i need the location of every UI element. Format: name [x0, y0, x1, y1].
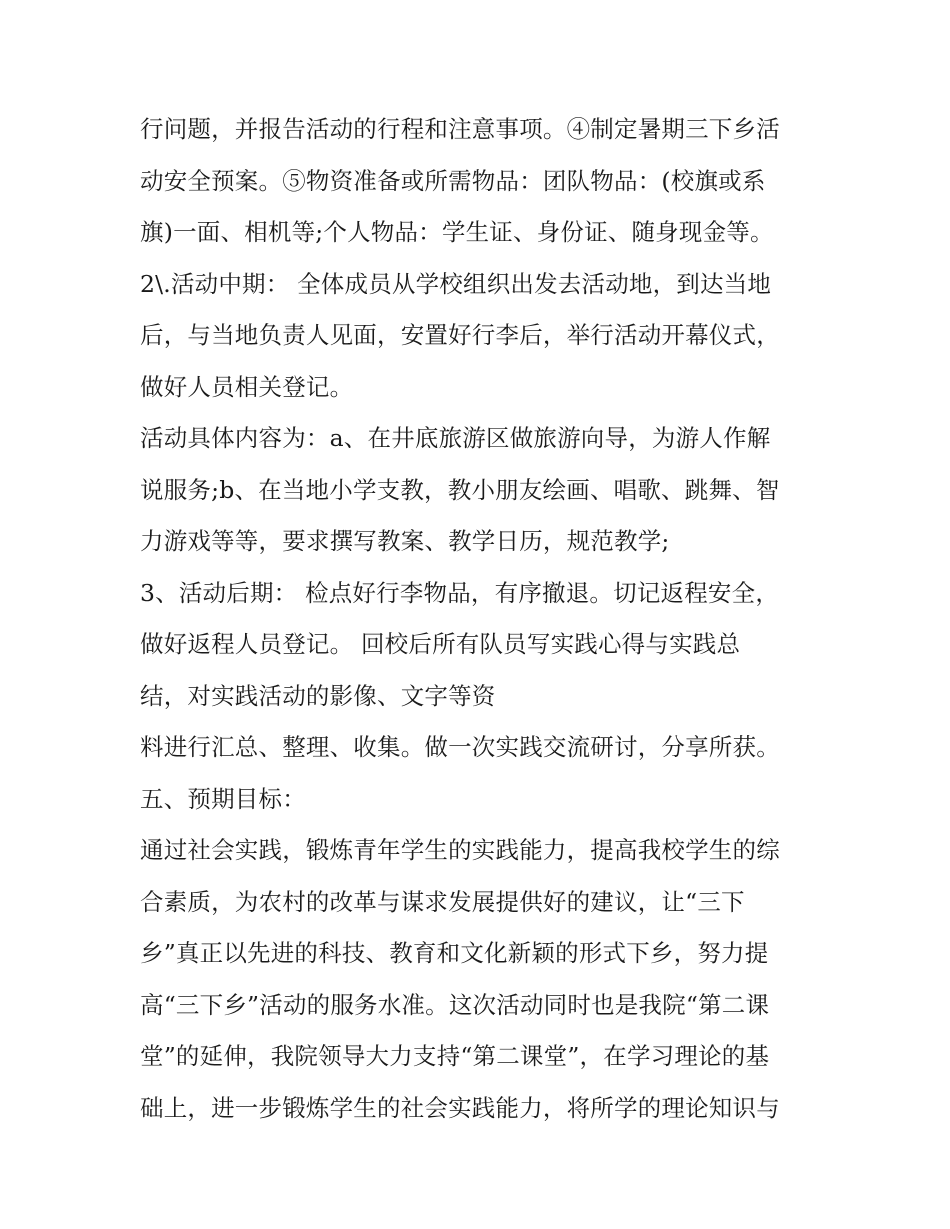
text-line: 做好返程人员登记。 回校后所有队员写实践心得与实践总 — [140, 630, 741, 658]
text-line: 通过社会实践，锻炼青年学生的实践能力，提高我校学生的综 — [140, 836, 780, 864]
text-line: 行问题，并报告活动的行程和注意事项。④制定暑期三下乡活 — [140, 115, 780, 143]
text-line: 说服务;b、在当地小学支教，教小朋友绘画、唱歌、跳舞、智 — [140, 475, 780, 504]
document-body — [140, 104, 840, 1134]
text-line: 做好人员相关登记。 — [140, 372, 354, 401]
text-line: 活动具体内容为：a、在井底旅游区做旅游向导，为游人作解 — [140, 424, 771, 452]
text-line: 旗)一面、相机等;个人物品：学生证、身份证、随身现金等。 — [140, 218, 774, 246]
text-line: 堂”的延伸，我院领导大力支持“第二课堂”，在学习理论的基 — [140, 1042, 770, 1070]
section-heading: 五、预期目标： — [140, 784, 306, 813]
text-line: 2\.活动中期： 全体成员从学校组织出发去活动地，到达当地 — [140, 269, 772, 298]
text-line: 高“三下乡”活动的服务水准。这次活动同时也是我院“第二课 — [140, 990, 770, 1019]
text-line: 料进行汇总、整理、收集。做一次实践交流研讨，分享所获。 — [140, 733, 780, 761]
text-line: 础上，进一步锻炼学生的社会实践能力，将所学的理论知识与 — [140, 1093, 780, 1122]
text-line: 结，对实践活动的影像、文字等资 — [140, 681, 496, 710]
text-line: 力游戏等等，要求撰写教案、教学日历，规范教学; — [140, 527, 670, 555]
text-line: 乡”真正以先进的科技、教育和文化新颖的形式下乡，努力提 — [140, 939, 769, 967]
text-line: 动安全预案。⑤物资准备或所需物品：团队物品：(校旗或系 — [140, 166, 766, 195]
text-line: 后，与当地负责人见面，安置好行李后，举行活动开幕仪式， — [140, 321, 780, 349]
text-line: 合素质，为农村的改革与谋求发展提供好的建议，让“三下 — [140, 887, 745, 916]
text-line: 3、活动后期： 检点好行李物品，有序撤退。切记返程安全， — [140, 578, 780, 607]
